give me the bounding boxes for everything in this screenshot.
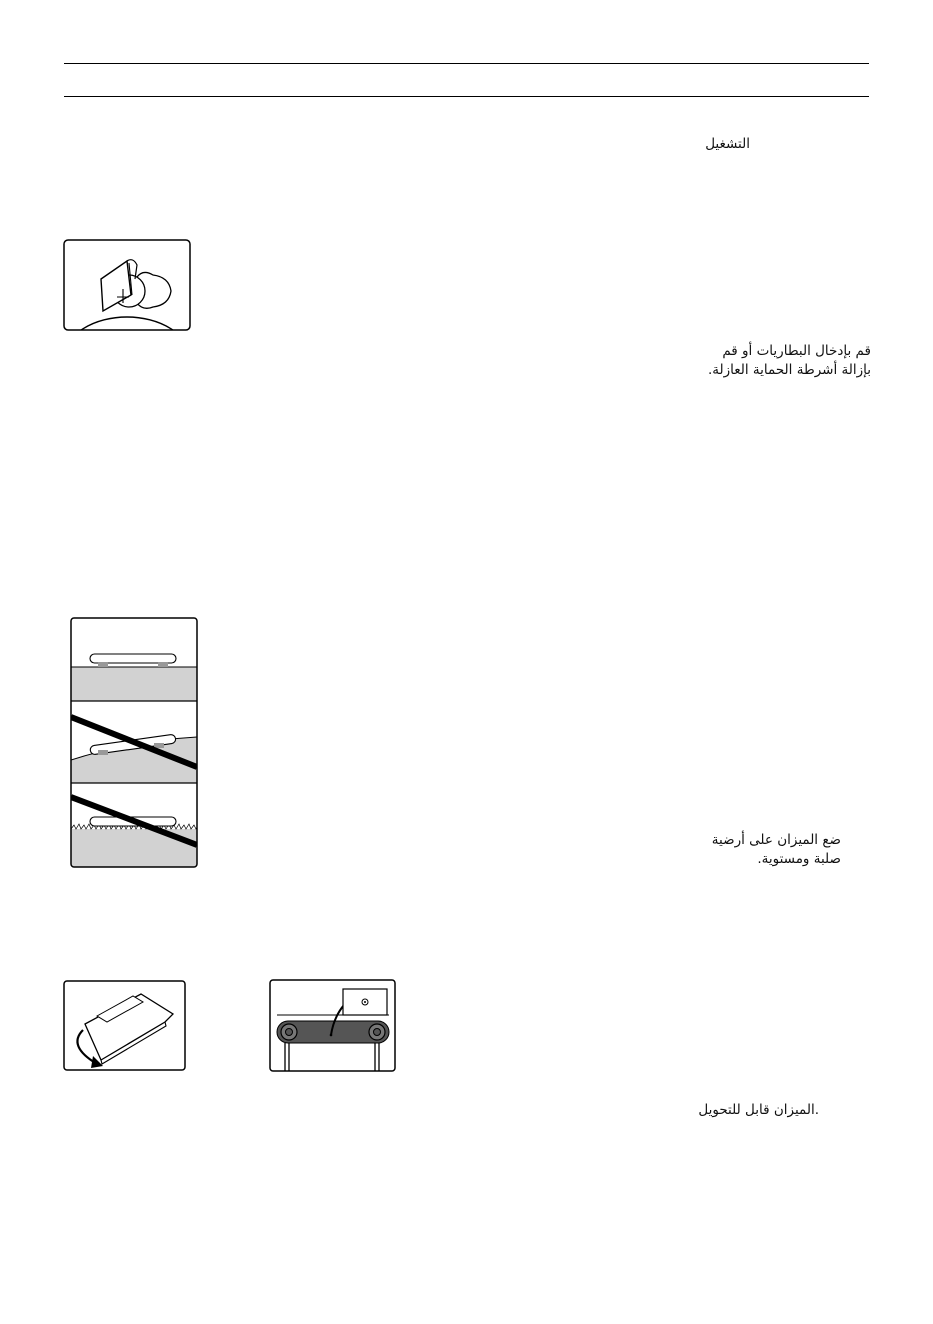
battery-instruction: قم بإدخال البطاريات أو قم بإزالة أشرطة الحماية العازلة.	[707, 343, 871, 378]
section-heading: التشغيل	[705, 136, 750, 152]
unit-switch-icon	[269, 979, 397, 1073]
flip-scale-icon	[63, 980, 187, 1072]
convertible-note: .الميزان قابل للتحويل	[698, 1102, 819, 1118]
battery-insert-icon	[63, 239, 191, 331]
top-rule	[64, 63, 869, 64]
header-rule	[64, 96, 869, 97]
level-surface-icon	[70, 617, 198, 869]
surface-instruction: ضع الميزان على أرضية صلبة ومستوية.	[711, 832, 841, 867]
